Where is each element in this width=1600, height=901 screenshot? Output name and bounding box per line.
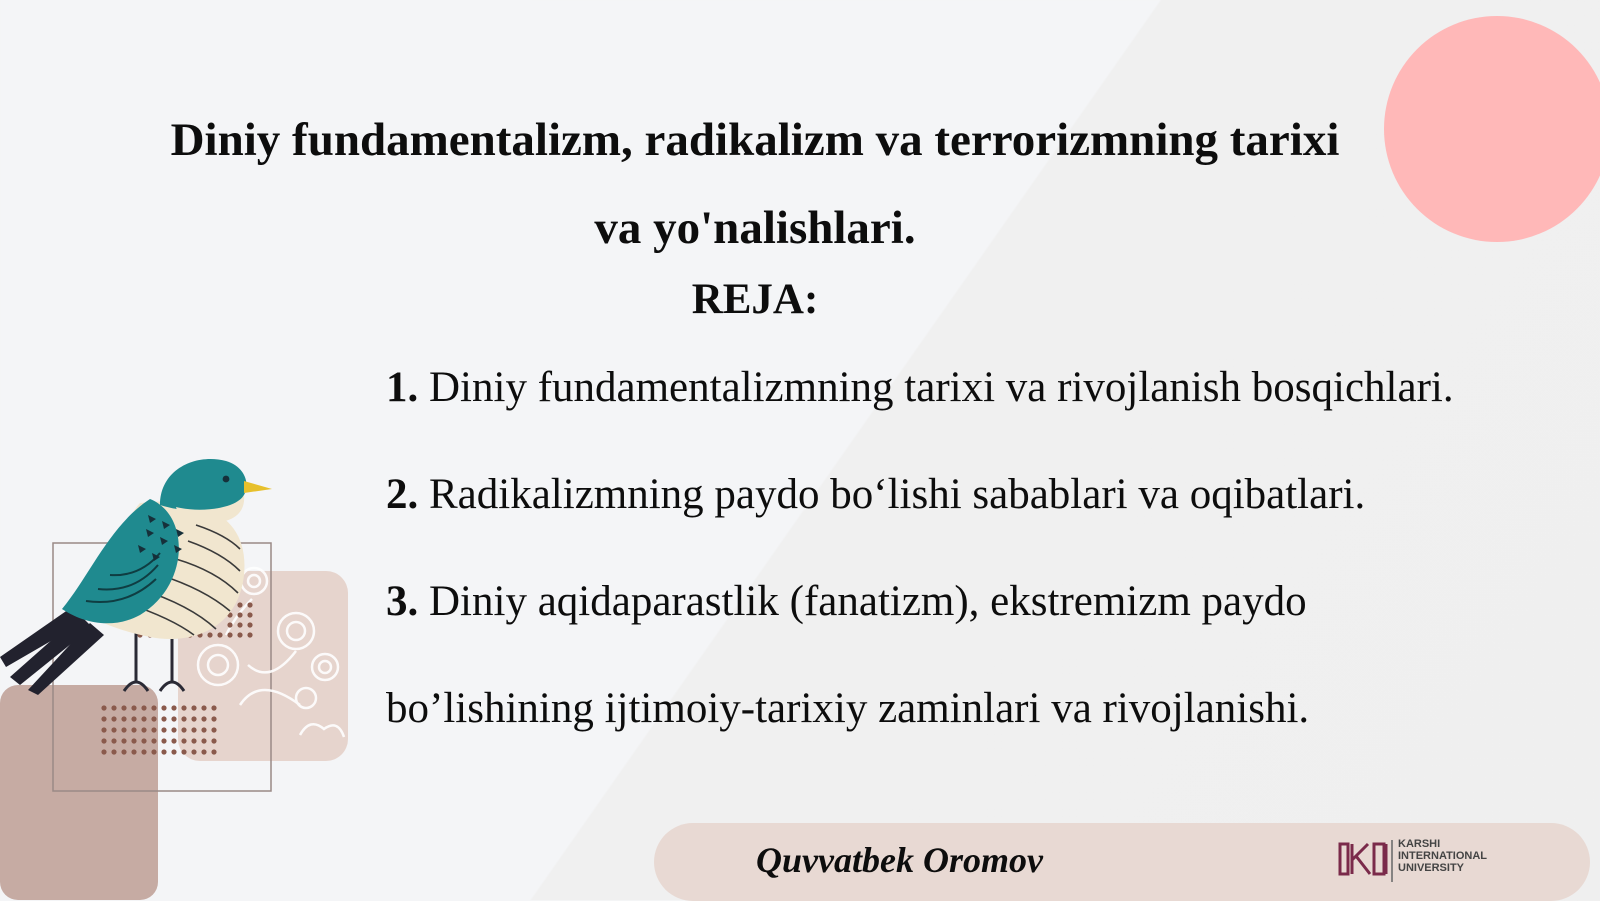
bird-legs bbox=[124, 630, 184, 691]
plan-item-continuation: bo’lishining ijtimoiy-tarixiy zaminlari va rivojlanishi. bbox=[386, 685, 1310, 732]
decorative-circle bbox=[1384, 16, 1600, 242]
university-logo-text: KARSHI INTERNATIONAL UNIVERSITY bbox=[1398, 838, 1488, 874]
title-line-1: Diniy fundamentalizm, radikalizm va terrorizmning tarixi bbox=[170, 114, 1340, 166]
bird-illustration bbox=[0, 455, 360, 900]
slide-title bbox=[100, 96, 1410, 272]
plan-item: 3. Diniy aqidaparastlik (fanatizm), ekstremizm paydo bbox=[386, 578, 1307, 625]
title-line-2: va yo'nalishlari. bbox=[594, 202, 916, 254]
bird-eye bbox=[223, 476, 230, 483]
bird-head bbox=[160, 459, 247, 511]
author-name: Quvvatbek Oromov bbox=[756, 840, 1043, 880]
bird-beak bbox=[244, 481, 272, 493]
plan-item: 1. Diniy fundamentalizmning tarixi va rivojlanish bosqichlari. bbox=[386, 364, 1454, 411]
plan-heading: REJA: bbox=[691, 276, 819, 323]
plan-item: 2. Radikalizmning paydo bo‘lishi sabablari va oqibatlari. bbox=[386, 471, 1366, 518]
